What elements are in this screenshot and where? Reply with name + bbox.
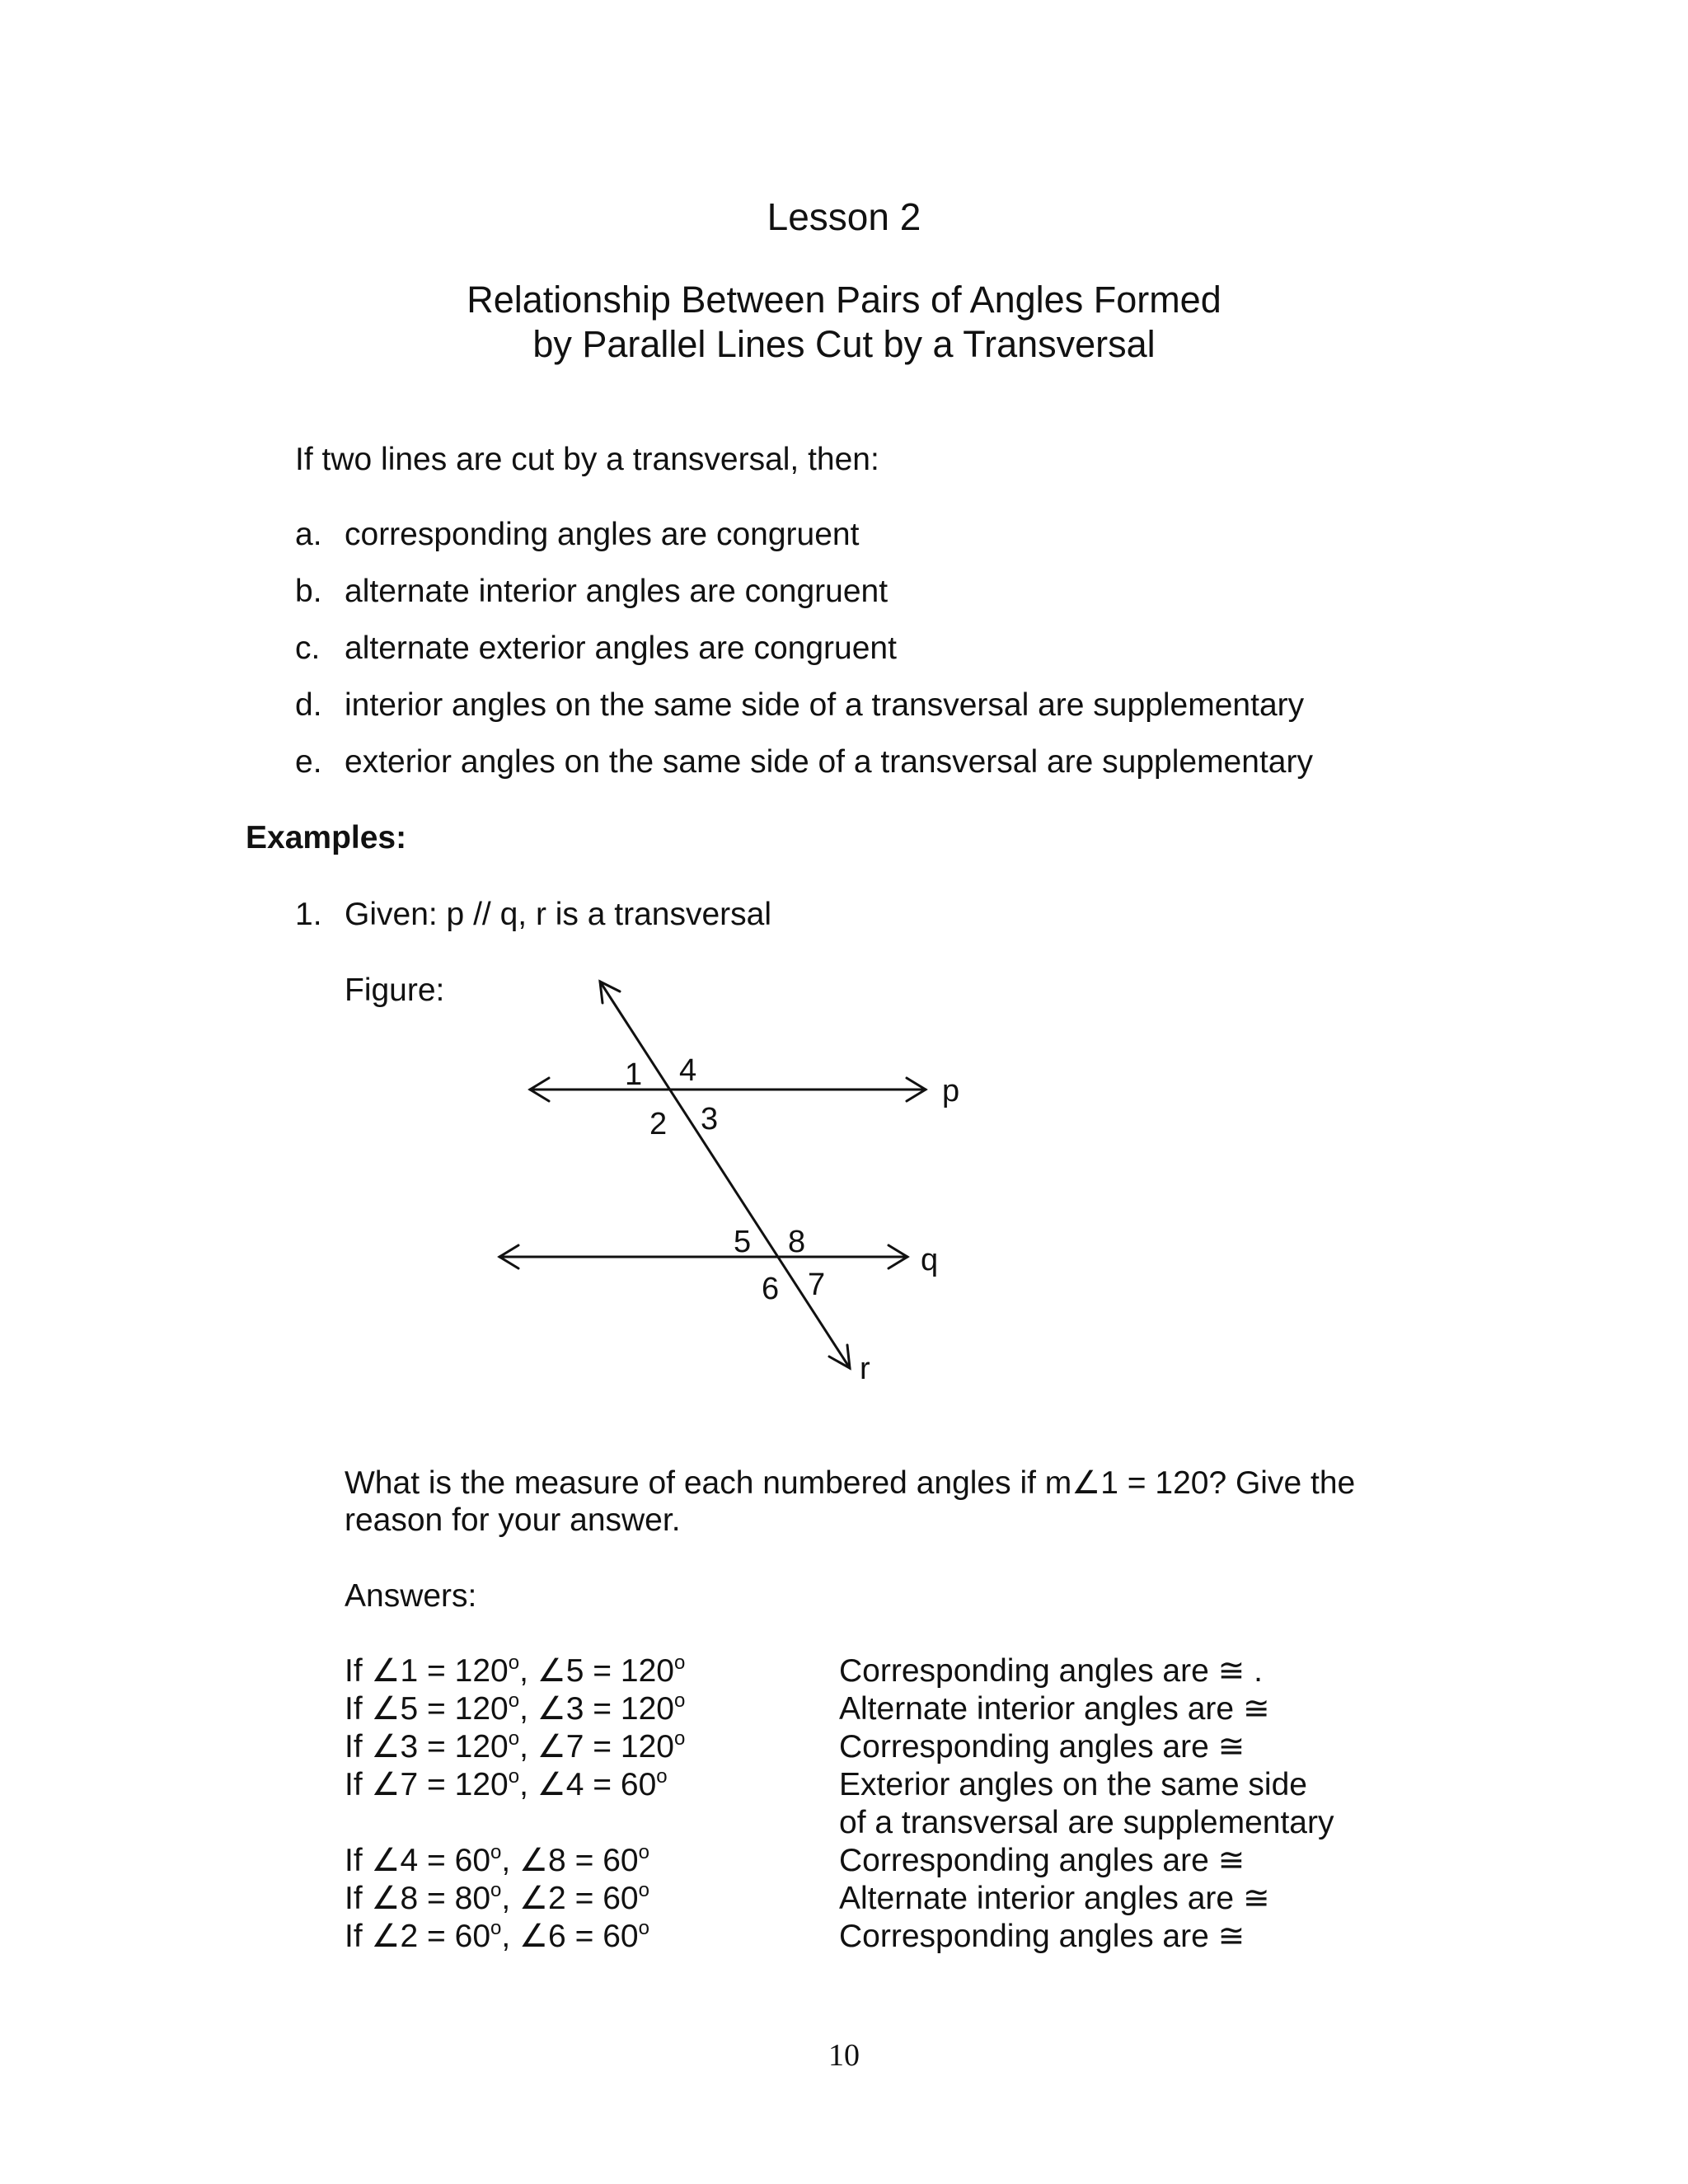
answer-statement: If ∠5 = $120^o$, ∠3 = $120^o$ — [345, 1690, 686, 1727]
example-number: 1. — [295, 897, 322, 932]
question-line-2: reason for your answer. — [345, 1502, 681, 1538]
lesson-title: Lesson 2 — [767, 195, 921, 238]
answer-reason: Corresponding angles are ≅ — [839, 1919, 1245, 1954]
angle-label: 1 — [625, 1057, 643, 1092]
given-text: Given: p // q, r is a transversal — [345, 897, 772, 932]
angle-label: 7 — [808, 1268, 826, 1302]
rule-text: alternate exterior angles are congruent — [345, 630, 897, 666]
figure-label: Figure: — [345, 972, 445, 1008]
line-q-label: q — [921, 1243, 939, 1277]
answer-statement: If ∠7 = $120^o$, ∠4 = $60^o$ — [345, 1765, 668, 1802]
answers-label: Answers: — [345, 1578, 477, 1614]
answer-statement: If ∠8 = $80^o$, ∠2 = $60^o$ — [345, 1879, 649, 1916]
angle-label: 6 — [762, 1272, 780, 1306]
intro-text: If two lines are cut by a transversal, then: — [295, 442, 879, 477]
rule-text: interior angles on the same side of a transversal are supplementary — [345, 687, 1305, 723]
answer-statement: If ∠3 = $120^o$, ∠7 = $120^o$ — [345, 1727, 686, 1765]
answer-reason: Corresponding angles are ≅ — [839, 1843, 1245, 1878]
answer-reason: Exterior angles on the same side — [839, 1767, 1307, 1802]
subtitle-line-1: Relationship Between Pairs of Angles Formed — [467, 279, 1221, 321]
page-number: 10 — [828, 2038, 860, 2073]
question-line-1: What is the measure of each numbered angles if m∠1 = 120? Give the — [345, 1465, 1356, 1501]
angle-label: 3 — [701, 1102, 719, 1137]
answer-statement: If ∠2 = $60^o$, ∠6 = $60^o$ — [345, 1917, 649, 1954]
line-r — [600, 982, 850, 1368]
answer-statement: If ∠4 = $60^o$, ∠8 = $60^o$ — [345, 1841, 649, 1878]
rule-letter: b. — [295, 574, 322, 609]
rule-letter: e. — [295, 744, 322, 780]
rule-text: corresponding angles are congruent — [345, 517, 860, 552]
line-r-label: r — [860, 1352, 870, 1386]
answer-reason: Corresponding angles are ≅ — [839, 1729, 1245, 1765]
answer-statement: If ∠1 = $120^o$, ∠5 = $120^o$ — [345, 1652, 686, 1689]
rule-letter: a. — [295, 517, 322, 552]
rule-letter: c. — [295, 630, 321, 666]
rule-text: alternate interior angles are congruent — [345, 574, 889, 609]
rule-letter: d. — [295, 687, 322, 723]
answer-reason: Corresponding angles are ≅ . — [839, 1653, 1263, 1689]
rule-text: exterior angles on the same side of a transversal are supplementary — [345, 744, 1313, 780]
angle-label: 2 — [649, 1107, 668, 1141]
examples-heading: Examples: — [246, 820, 407, 855]
angle-label: 8 — [788, 1225, 806, 1259]
answer-reason: Alternate interior angles are ≅ — [839, 1881, 1270, 1916]
subtitle-line-2: by Parallel Lines Cut by a Transversal — [532, 323, 1156, 365]
angle-label: 5 — [734, 1225, 752, 1259]
answer-reason: Alternate interior angles are ≅ — [839, 1691, 1270, 1727]
angle-label: 4 — [679, 1053, 697, 1088]
line-p-label: p — [942, 1074, 960, 1108]
answer-reason: of a transversal are supplementary — [839, 1805, 1334, 1840]
